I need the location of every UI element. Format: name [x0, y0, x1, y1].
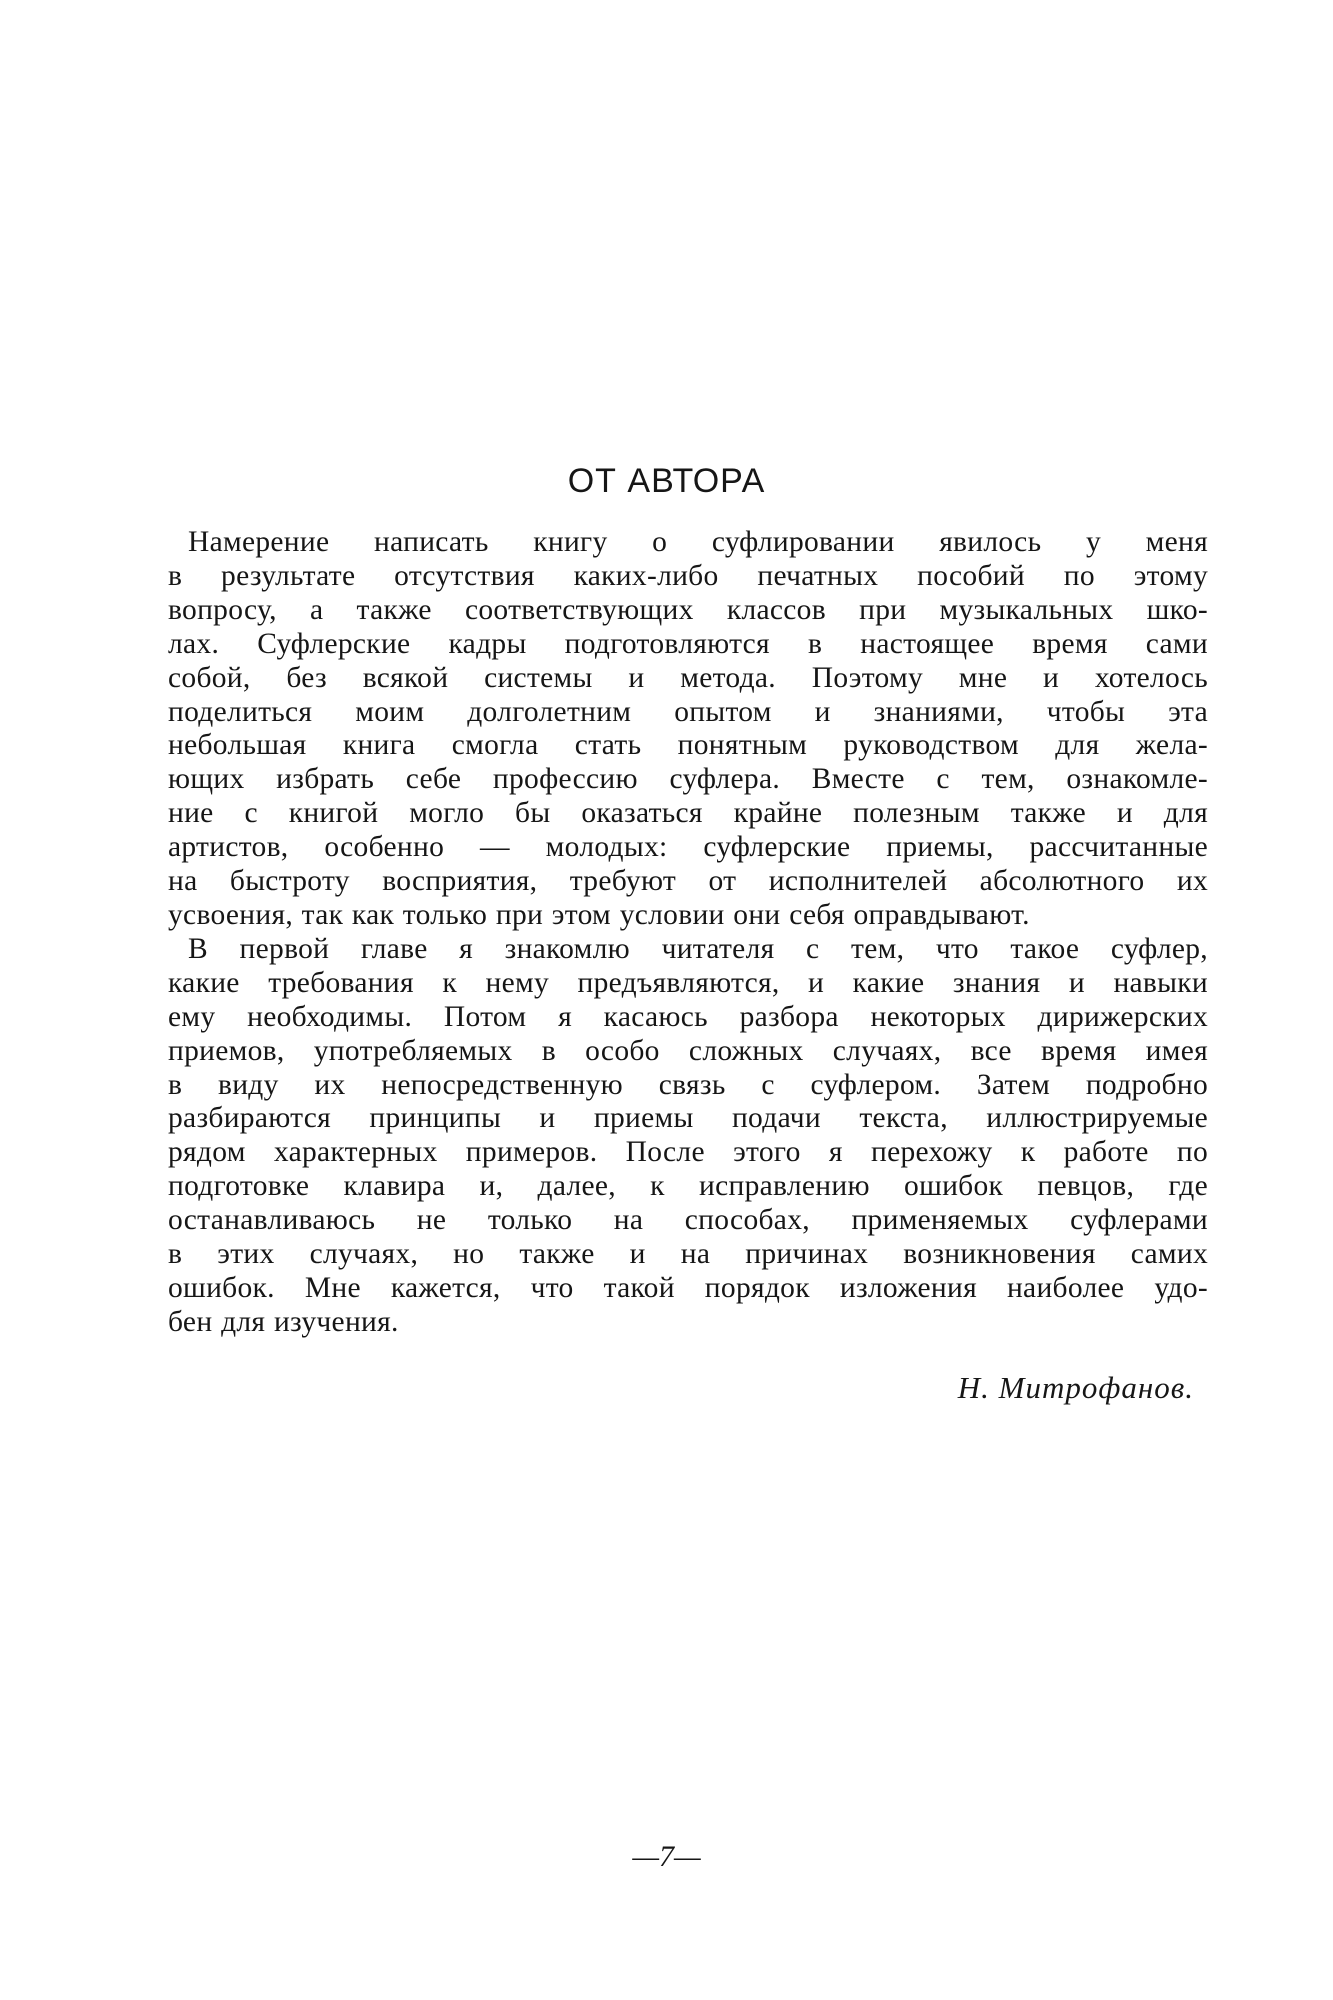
text-line: Намерение написать книгу о суфлировании явилось у меня [188, 526, 1208, 558]
text-line: какие требования к нему предъявляются, и какие знания и навыки [168, 966, 1208, 999]
preface-text [168, 526, 1208, 1340]
text-line: ему необходимы. Потом я касаюсь разбора некоторых дирижерских [168, 1000, 1208, 1033]
text-line: останавливаюсь не только на способах, применяемых суфлерами [168, 1204, 1208, 1237]
page-title: ОТ АВТОРА [567, 462, 766, 500]
paragraph-2 [168, 933, 1208, 1340]
text-line: ние с книгой могло бы оказаться крайне полезным также и для [168, 797, 1208, 830]
text-line: рядом характерных примеров. После этого я перехожу к работе по [168, 1136, 1208, 1169]
text-line: бен для изучения. [168, 1305, 399, 1338]
text-line: в результате отсутствия каких-либо печатных пособий по этому [168, 559, 1208, 592]
text-line: усвоения, так как только при этом условии они себя оправдывают. [168, 898, 1030, 931]
text-line: в виду их непосредственную связь с суфлером. Затем подробно [168, 1068, 1208, 1101]
text-line: в этих случаях, но также и на причинах возникновения самих [168, 1238, 1208, 1271]
text-line: В первой главе я знакомлю читателя с тем, что такое суфлер, [188, 932, 1208, 965]
text-line: небольшая книга смогла стать понятным руководством для жела- [168, 729, 1208, 762]
page-number: —7— [632, 1840, 701, 1873]
text-line: вопросу, а также соответствующих классов при музыкальных шко- [168, 593, 1208, 626]
text-line: собой, без всякой системы и метода. Поэтому мне и хотелось [168, 661, 1208, 694]
text-line: ющих избрать себе профессию суфлера. Вместе с тем, ознакомле- [168, 763, 1208, 796]
text-line: разбираются принципы и приемы подачи текста, иллюстрируемые [168, 1102, 1208, 1135]
paragraph-1 [168, 526, 1208, 933]
text-line: ошибок. Мне кажется, что такой порядок изложения наиболее удо- [168, 1271, 1208, 1304]
author-signature: Н. Митрофанов. [957, 1370, 1194, 1405]
text-line: артистов, особенно — молодых: суфлерские приемы, рассчитанные [168, 831, 1208, 864]
text-line: поделиться моим долголетним опытом и знаниями, чтобы эта [168, 695, 1208, 728]
text-line: на быстроту восприятия, требуют от исполнителей абсолютного их [168, 865, 1208, 898]
text-line: лах. Суфлерские кадры подготовляются в настоящее время сами [168, 627, 1208, 660]
text-line: подготовке клавира и, далее, к исправлению ошибок певцов, где [168, 1170, 1208, 1203]
text-line: приемов, употребляемых в особо сложных случаях, все время имея [168, 1034, 1208, 1067]
